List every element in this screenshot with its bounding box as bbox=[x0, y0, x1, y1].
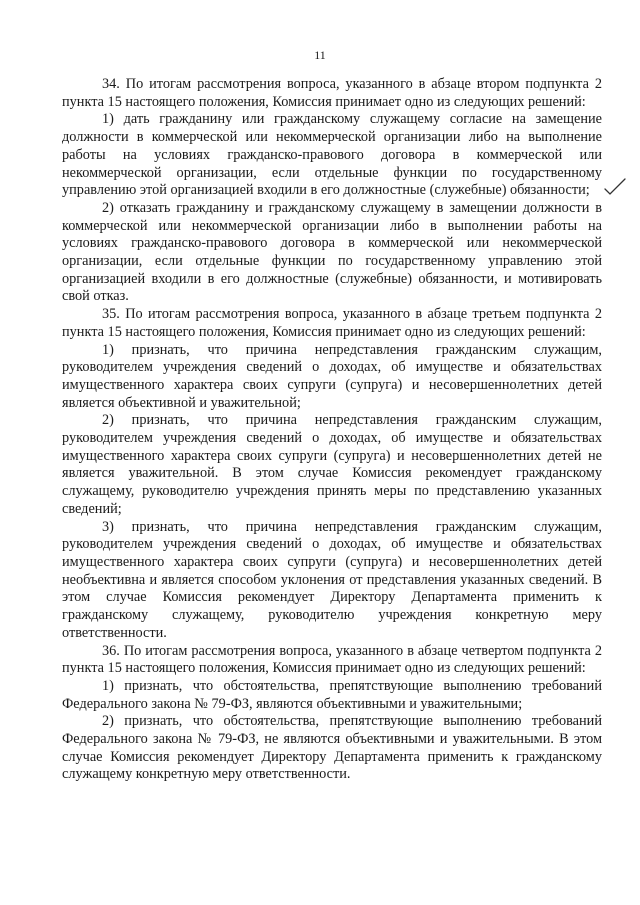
paragraph-34-item-1: 1) дать гражданину или гражданскому служащему согласие на замещение должности в коммерческой или некоммерческой организации либо на выполнение работы на условиях гражданско-правового договора в коммерческой или некоммерческой организации, если отдельные функции по государственному управлению этой организацией входили в его должностные (служебные) обязанности; bbox=[62, 111, 602, 199]
paragraph-35: 35. По итогам рассмотрения вопроса, указанного в абзаце третьем подпункта 2 пункта 15 настоящего положения, Комиссия принимает одно из следующих решений: bbox=[62, 306, 602, 340]
paragraph-35-item-2: 2) признать, что причина непредставления гражданским служащим, руководителем учреждения сведений о доходах, об имуществе и обязательствах имущественного характера своих супруги (супруга) и несовершеннолетних детей не является уважительной. В этом случае Комиссия рекомендует гражданскому служащему, руководителю учреждения принять меры по представлению указанных сведений; bbox=[62, 412, 602, 517]
paragraph-36-item-1: 1) признать, что обстоятельства, препятствующие выполнению требований Федерального закона № 79-ФЗ, являются объективными и уважительными; bbox=[62, 677, 602, 712]
paragraph-34: 34. По итогам рассмотрения вопроса, указанного в абзаце втором подпункта 2 пункта 15 настоящего положения, Комиссия принимает одно из следующих решений: bbox=[62, 76, 602, 110]
paragraph-36-item-2: 2) признать, что обстоятельства, препятствующие выполнению требований Федерального закона № 79-ФЗ, не являются объективными и уважительными. В этом случае Комиссия рекомендует Директору Департамента применить к гражданскому служащему конкретную меру ответственности. bbox=[62, 713, 602, 783]
handwritten-checkmark bbox=[604, 178, 626, 196]
paragraph-35-item-1: 1) признать, что причина непредставления гражданским служащим, руководителем учреждения сведений о доходах, об имуществе и обязательствах имущественного характера своих супруги (супруга) и несовершеннолетних детей является объективной и уважительной; bbox=[62, 341, 602, 411]
document-body bbox=[62, 76, 602, 784]
paragraph-34-item-2: 2) отказать гражданину и гражданскому служащему в замещении должности в коммерческой или некоммерческой организации либо в выполнении работы на условиях гражданско-правового договора в коммерческой или некоммерческой организации, если отдельные функции по государственному управлению этой организацией входили в его должностные (служебные) обязанности, и мотивировать свой отказ. bbox=[62, 199, 602, 305]
paragraph-36: 36. По итогам рассмотрения вопроса, указанного в абзаце четвертом подпункта 2 пункта 15 настоящего положения, Комиссия принимает одно из следующих решений: bbox=[62, 642, 602, 677]
page-number: 11 bbox=[314, 48, 326, 62]
paragraph-35-item-3: 3) признать, что причина непредставления гражданским служащим, руководителем учреждения сведений о доходах, об имуществе и обязательствах имущественного характера своих супруги (супруга) и несовершеннолетних детей необъективна и является способом уклонения от представления указанных сведений. В этом случае Комиссия рекомендует Директору Департамента применить к гражданскому служащему, руководителю учреждения конкретную меру ответственности. bbox=[62, 518, 602, 641]
